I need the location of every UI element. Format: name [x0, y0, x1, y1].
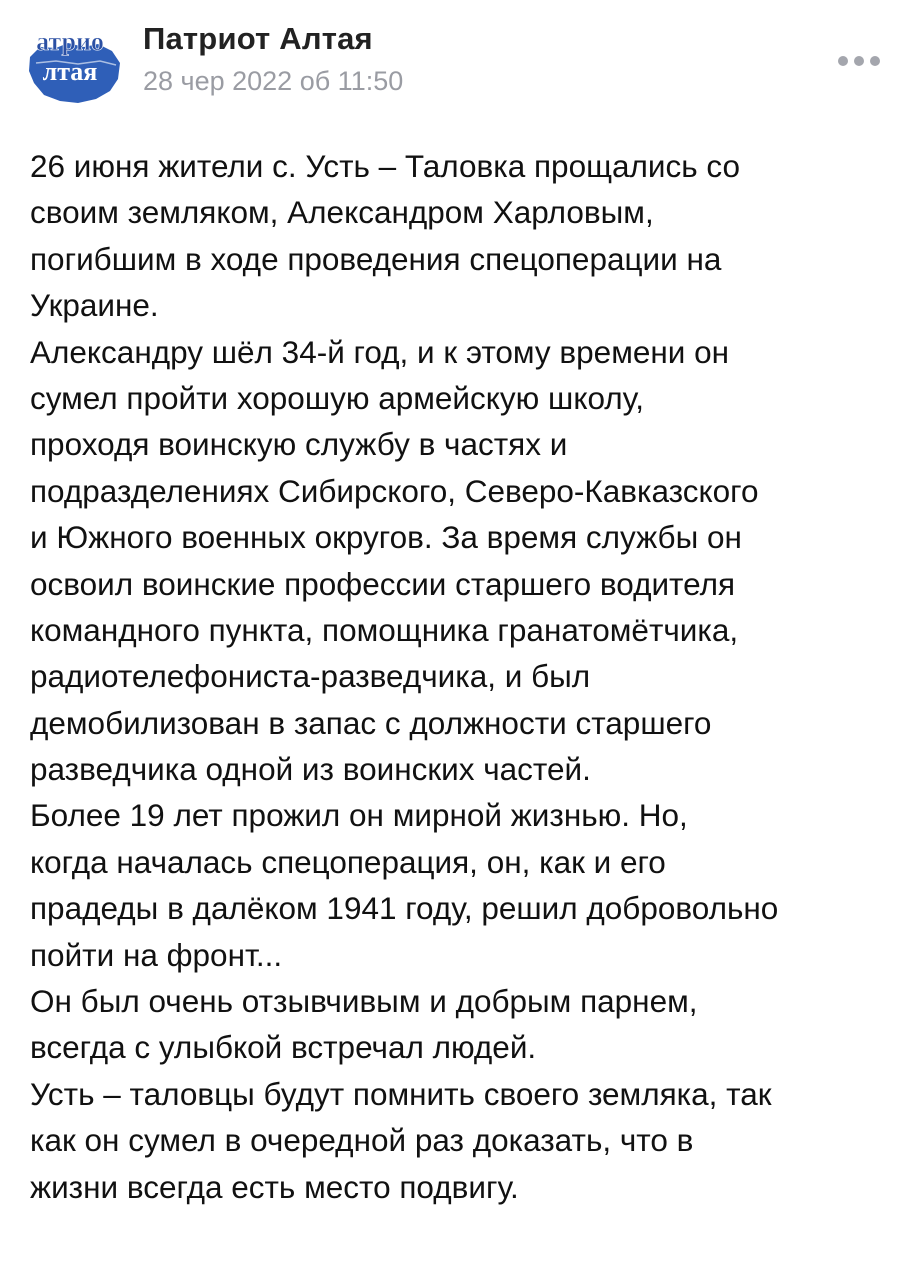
post-text-line: Он был очень отзывчивым и добрым парнем, — [30, 983, 698, 1020]
post-text-line: радиотелефониста-разведчика, и был — [30, 658, 591, 695]
post-text-line: пойти на фронт... — [30, 936, 283, 973]
author-avatar[interactable] — [26, 17, 122, 113]
avatar-text-line1: атрио — [36, 27, 104, 56]
author-name[interactable]: Патриот Алтая — [143, 21, 373, 56]
post-text-line: прадеды в далёком 1941 году, решил добровольно — [30, 890, 779, 927]
post-date[interactable]: 28 чер 2022 об 11:50 — [143, 66, 404, 96]
post-text-line: подразделениях Сибирского, Северо-Кавказского — [30, 472, 759, 509]
post-text-line: Украине. — [30, 287, 159, 324]
post-text-line: Более 19 лет прожил он мирной жизнью. Но, — [30, 797, 688, 834]
avatar-text-line2: лтая — [42, 57, 98, 86]
post-text-line: освоил воинские профессии старшего водителя — [30, 565, 736, 602]
post-text-line: погибшим в ходе проведения спецоперации на — [30, 240, 722, 277]
post-text-line: как он сумел в очередной раз доказать, что в — [30, 1122, 694, 1159]
post-text-line: и Южного военных округов. За время службы он — [30, 519, 742, 556]
post-text-line: своим земляком, Александром Харловым, — [30, 194, 654, 231]
post-text-line: всегда с улыбкой встречал людей. — [30, 1029, 537, 1066]
more-dots-icon — [837, 55, 881, 67]
post-text-line: командного пункта, помощника гранатомётчика, — [30, 611, 739, 648]
post-text-line: сумел пройти хорошую армейскую школу, — [30, 379, 645, 416]
post-text-line: демобилизован в запас с должности старшего — [30, 704, 712, 741]
more-options-button[interactable] — [832, 46, 886, 76]
post-header — [0, 0, 915, 120]
post-text-line: проходя воинскую службу в частях и — [30, 426, 568, 463]
post-text — [30, 143, 900, 1210]
post-text-line: разведчика одной из воинских частей. — [30, 751, 591, 788]
post-text-line: 26 июня жители с. Усть – Таловка прощались со — [30, 148, 741, 184]
post-text-line: Александру шёл 34-й год, и к этому времени он — [30, 333, 730, 370]
post-text-line: когда началась спецоперация, он, как и его — [30, 843, 666, 880]
post-text-line: жизни всегда есть место подвигу. — [30, 1168, 519, 1205]
post-text-line: Усть – таловцы будут помнить своего земляка, так — [30, 1075, 772, 1112]
newspaper-logo-icon — [26, 17, 122, 113]
